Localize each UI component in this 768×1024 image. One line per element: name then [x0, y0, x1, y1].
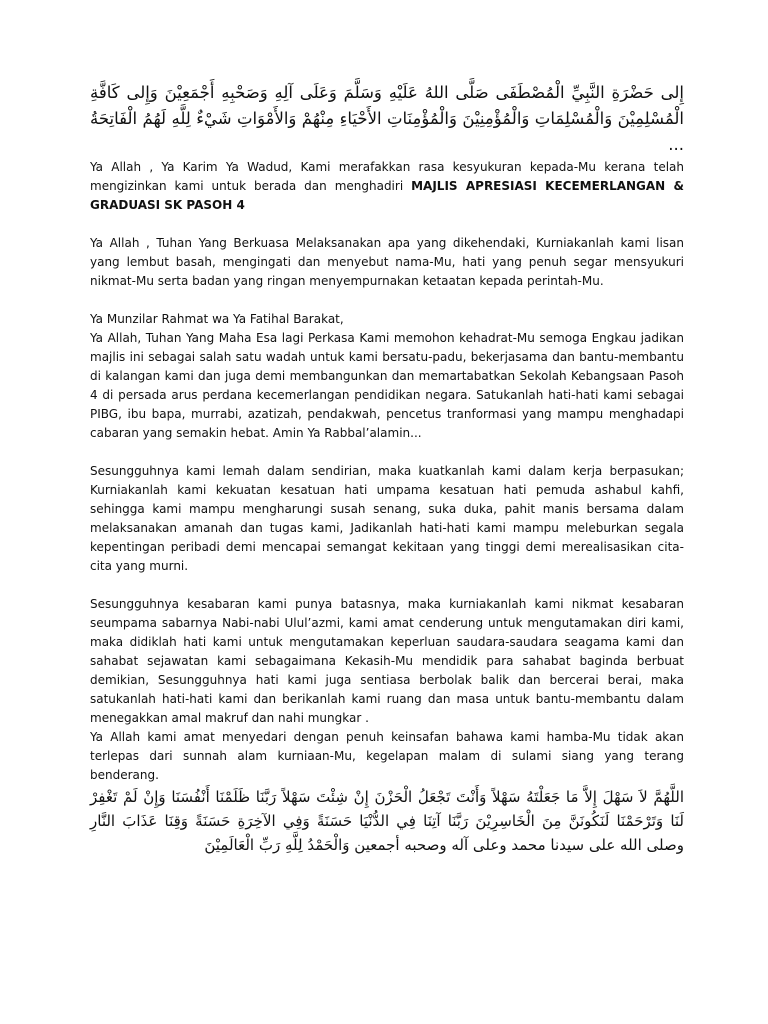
paragraph-gap [90, 215, 684, 234]
paragraph-tongue-heart: Ya Allah , Tuhan Yang Berkuasa Melaksanakan apa yang dikehendaki, Kurniakanlah kami lisan yang lembut basah, mengingati dan menyebut nama-Mu, hati yang penuh segar mensyukuri nikmat-Mu serta badan yang ringan menyempurnakan ketaatan kepada perintah-Mu. [90, 236, 684, 288]
paragraph-gap [90, 291, 684, 310]
paragraph-gratitude [90, 158, 684, 215]
document-page [90, 80, 684, 857]
paragraph-teamwork: Sesungguhnya kami lemah dalam sendirian, maka kuatkanlah kami dalam kerja berpasukan; Kurniakanlah kami kekuatan kesatuan hati umpama kesatuan hati pemuda ashabul kahfi, sehingga kami mampu mengharungi susah senang, suka duka, pahit manis bersama dalam melaksanakan amanah dan tugas kami, Jadikanlah hati-hati kami mampu meleburkan segala kepentingan peribadi demi mencapai semangat kekitaan yang tinggi demi merealisasikan cita-cita yang murni. [90, 464, 684, 573]
paragraph-gratitude-text: Ya Allah , Ya Karim Ya Wadud, Kami merafakkan rasa kesyukuran kepada-Mu kerana telah mengizinkan kami untuk berada dan menghadiri [90, 160, 684, 193]
paragraph-patience: Sesungguhnya kesabaran kami punya batasnya, maka kurniakanlah kami nikmat kesabaran seumpama sabarnya Nabi-nabi Ulul’azmi, kami amat cenderung untuk mengutamakan diri kami, maka didiklah hati kami untuk mengutamakan keperluan saudara-saudara seagama kami dan sahabat sejawatan kami sebagaimana Kekasih-Mu mendidik para sahabat baginda berbuat demikian, Sesungguhnya hati kami juga sentiasa berbolak balik dan bercerai berai, maka satukanlah hati-hati kami dan berikanlah kami ruang dan masa untuk bantu-membantu dalam menegakkan amal makruf dan nahi mungkar . [90, 597, 684, 725]
paragraph-gap [90, 576, 684, 595]
arabic-opening-text: إِلى حَضْرَةِ النَّبِيِّ الْمُصْطَفَى صَلَّى اللهُ عَلَيْهِ وَسَلَّمَ وَعَلَى آلِهِ وَصَحْبِهِ أَجْمَعِيْنَ وَإِلى كَافَّةِ الْمُسْلِمِيْنَ وَالْمُسْلِمَاتِ وَالْمُؤْمِنِيْنَ وَالْمُؤْمِنَاتِ الأَحْيَاءِ مِنْهُمْ وَالأَمْوَاتِ شَيْءٌ لِلَّهِ لَهُمُ الْفَاتِحَةُ ... [90, 83, 684, 154]
paragraph-unity: Ya Allah, Tuhan Yang Maha Esa lagi Perkasa Kami memohon kehadrat-Mu semoga Engkau jadikan majlis ini sebagai salah satu wadah untuk kami bersatu-padu, bekerjasama dan bantu-membantu di kalangan kami dan juga demi membangunkan dan memartabatkan Sekolah Kebangsaan Pasoh 4 di persada arus perdana kecemerlangan pendidikan negara. Satukanlah hati-hati kami sebagai PIBG, ibu bapa, murrabi, azatizah, pendakwah, pencetus tranformasi yang mampu menghadapi cabaran yang semakin hebat. Amin Ya Rabbal’alamin... [90, 331, 684, 440]
event-title: MAJLIS APRESIASI KECEMERLANGAN & GRADUASI SK PASOH 4 [90, 179, 684, 212]
paragraph-awareness: Ya Allah kami amat menyedari dengan penuh keinsafan bahawa kami hamba-Mu tidak akan terlepas dari sunnah alam kurniaan-Mu, kegelapan malam di sulami siang yang terang benderang. [90, 730, 684, 782]
paragraph-gap [90, 443, 684, 462]
arabic-closing-text: اللَّهُمَّ لاَ سَهْلَ إِلاَّ مَا جَعَلْتَهُ سَهْلاً وَأَنْتَ تَجْعَلُ الْحَزْنَ إِنْ شِئْتَ سَهْلاً رَبَّنَا ظَلَمْنَا أَنْفُسَنَا وَإِنْ لَمْ تَغْفِرْ لَنَا وَتَرْحَمْنَا لَنَكُونَنَّ مِنَ الْخَاسِرِيْنَ رَبَّنَا آتِنَا فِي الدُّنْيَا حَسَنَةً وَفِي الآخِرَةِ حَسَنَةً وَقِنَا عَذَابَ النَّارِ وصلى الله على سيدنا محمد وعلى آله وصحبه أجمعين وَالْحَمْدُ لِلَّهِ رَبِّ الْعَالَمِيْنَ [90, 788, 684, 854]
paragraph-heading-munzilar: Ya Munzilar Rahmat wa Ya Fatihal Barakat, [90, 312, 344, 326]
